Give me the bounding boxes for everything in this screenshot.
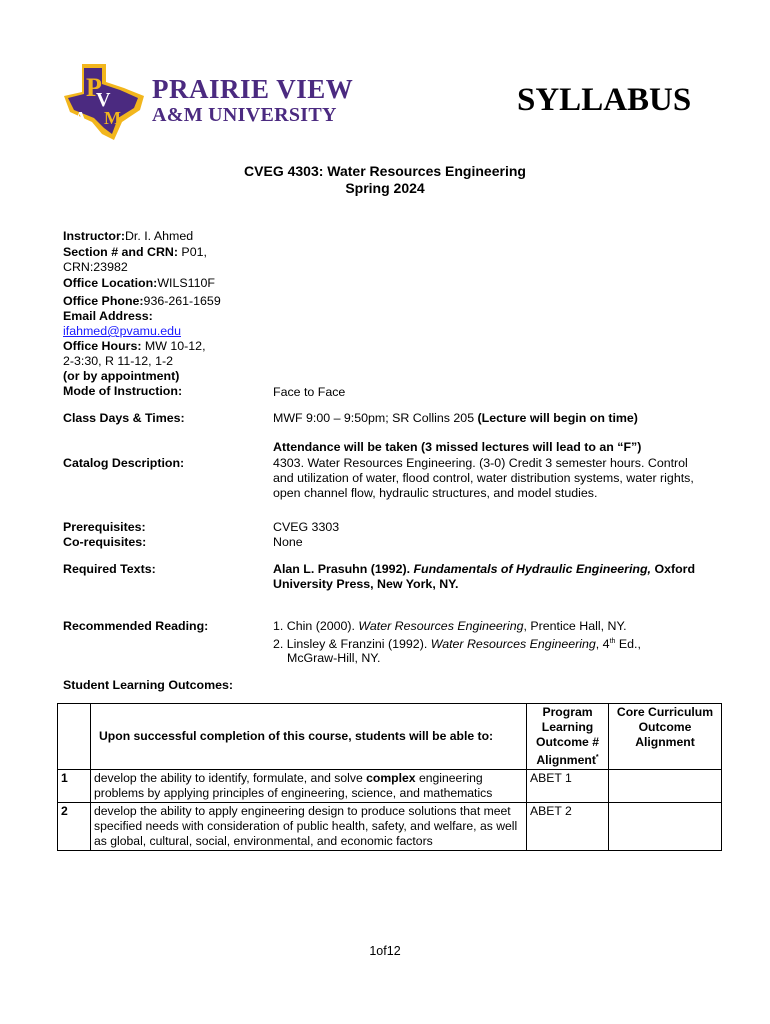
office-hours-value-2: 2-3:30, R 11-12, 1-2 (63, 354, 173, 368)
texts-publisher: Oxford (651, 562, 696, 576)
slo-row-core (609, 770, 722, 803)
page-number: 1of12 (369, 944, 401, 958)
slo-row-2-text-pre: develop the ability to apply engineering design to produce solutions that meet specified needs with consideration of public health, safety, and welfare, as well as global, cultural, social, environmental, and economic factors (94, 804, 518, 849)
coreq-label: Co-requisites: (63, 535, 147, 549)
svg-text:V: V (96, 89, 111, 111)
slo-table (57, 703, 722, 851)
plo-header-line-2: Learning (541, 720, 594, 734)
class-days-value: MWF 9:00 – 9:50pm; SR Collins 205 (273, 411, 478, 425)
svg-text:P: P (86, 73, 102, 102)
office-location-label: Office Location: (63, 276, 158, 290)
svg-text:A: A (74, 108, 87, 128)
slo-header-core (609, 704, 722, 770)
section-label: Section # and CRN: (63, 245, 178, 259)
class-days-note: (Lecture will begin on time) (477, 411, 638, 425)
university-name-line1: PRAIRIE VIEW (152, 74, 354, 104)
slo-row-text (91, 770, 527, 803)
slo-row-plo: ABET 2 (527, 803, 609, 851)
email-link[interactable]: ifahmed@pvamu.edu (63, 324, 181, 338)
course-term: Spring 2024 (345, 180, 425, 196)
office-hours-note: (or by appointment) (63, 369, 180, 383)
catalog-line-2: and utilization of water, flood control, water distribution systems, water rights, (273, 471, 694, 485)
slo-header-plo (527, 704, 609, 770)
catalog-line-1: 4303. Water Resources Engineering. (3-0) Credit 3 semester hours. Control (273, 456, 688, 470)
reading-1-publisher: , Prentice Hall, NY. (523, 619, 627, 633)
slo-row-1-text-pre: develop the ability to identify, formulate, and solve (94, 771, 367, 786)
catalog-line-3: open channel flow, hydraulic structures, and model studies. (273, 486, 598, 500)
slo-header-text: Upon successful completion of this course, students will be able to: (91, 704, 527, 770)
slo-header-row (58, 704, 722, 770)
texts-title: Fundamentals of Hydraulic Engineering, (413, 562, 651, 576)
office-hours-value: MW 10-12, (141, 339, 206, 353)
recommended-reading-label: Recommended Reading: (63, 619, 209, 633)
instructor-value: Dr. I. Ahmed (124, 229, 194, 243)
plo-header-line-1: Program (542, 705, 593, 719)
office-location-line (63, 275, 215, 291)
table-row (58, 770, 722, 803)
table-row (58, 803, 722, 851)
required-texts-label: Required Texts: (63, 562, 156, 576)
coreq-value: None (273, 535, 303, 549)
mode-value: Face to Face (273, 385, 346, 399)
required-texts-line-1 (273, 561, 695, 577)
slo-label: Student Learning Outcomes: (63, 678, 234, 692)
reading-2-title: Water Resources Engineering (430, 637, 596, 652)
office-hours-label: Office Hours: (63, 339, 142, 353)
email-line (63, 323, 181, 339)
slo-row-text (91, 803, 527, 851)
reading-item-2-line-2: McGraw-Hill, NY. (287, 651, 381, 665)
core-header-line-1: Core Curriculum (616, 705, 714, 719)
office-hours-line (63, 338, 206, 354)
crn-value: CRN:23982 (63, 260, 128, 274)
class-days-line (273, 410, 638, 426)
section-value: P01, (177, 245, 207, 259)
reading-item-1 (273, 618, 627, 634)
prereq-value: CVEG 3303 (273, 520, 340, 534)
core-header-line-2: Outcome (638, 720, 692, 734)
mode-label: Mode of Instruction: (63, 384, 183, 398)
reading-2-author: 2. Linsley & Franzini (1992). (273, 637, 431, 652)
plo-header-line-4 (530, 750, 605, 768)
reading-2-edition: , 4 (595, 637, 610, 652)
course-title: CVEG 4303: Water Resources Engineering (244, 163, 526, 179)
attendance-note: Attendance will be taken (3 missed lectures will lead to an “F”) (273, 440, 642, 454)
catalog-label: Catalog Description: (63, 456, 185, 470)
slo-row-1-text-post: engineering problems by applying principles of engineering, science, and mathematics (94, 771, 493, 801)
slo-row-num: 2 (58, 803, 91, 851)
instructor-line (63, 228, 193, 244)
reading-2-edition-sup: th (609, 638, 616, 645)
reading-2-edition-end: Ed., (615, 637, 641, 652)
section-line (63, 244, 207, 260)
svg-text:M: M (104, 108, 121, 128)
prereq-label: Prerequisites: (63, 520, 146, 534)
email-label: Email Address: (63, 309, 153, 323)
office-phone-value: 936-261-1659 (143, 294, 221, 308)
slo-row-plo: ABET 1 (527, 770, 609, 803)
document-type-title: SYLLABUS (517, 82, 692, 118)
university-name-line2: A&M UNIVERSITY (152, 104, 337, 126)
instructor-label: Instructor: (63, 229, 125, 243)
slo-row-num: 1 (58, 770, 91, 803)
core-header-line-3: Alignment (635, 735, 695, 749)
reading-1-title: Water Resources Engineering (358, 619, 524, 633)
plo-header-line-3: Outcome # (536, 735, 599, 749)
slo-row-core (609, 803, 722, 851)
texts-author: Alan L. Prasuhn (1992). (273, 562, 414, 576)
slo-row-1-text-bold: complex (366, 771, 416, 786)
slo-header-num (58, 704, 91, 770)
class-days-label: Class Days & Times: (63, 411, 185, 425)
plo-header-alignment: Alignment (536, 753, 596, 768)
office-location-value: WILS110F (157, 276, 215, 290)
office-phone-line (63, 293, 221, 309)
required-texts-line-2: University Press, New York, NY. (273, 577, 459, 591)
reading-1-author: 1. Chin (2000). (273, 619, 359, 633)
plo-header-sup: * (595, 754, 599, 761)
pvamu-emblem-icon (62, 62, 152, 142)
office-phone-label: Office Phone: (63, 294, 144, 308)
